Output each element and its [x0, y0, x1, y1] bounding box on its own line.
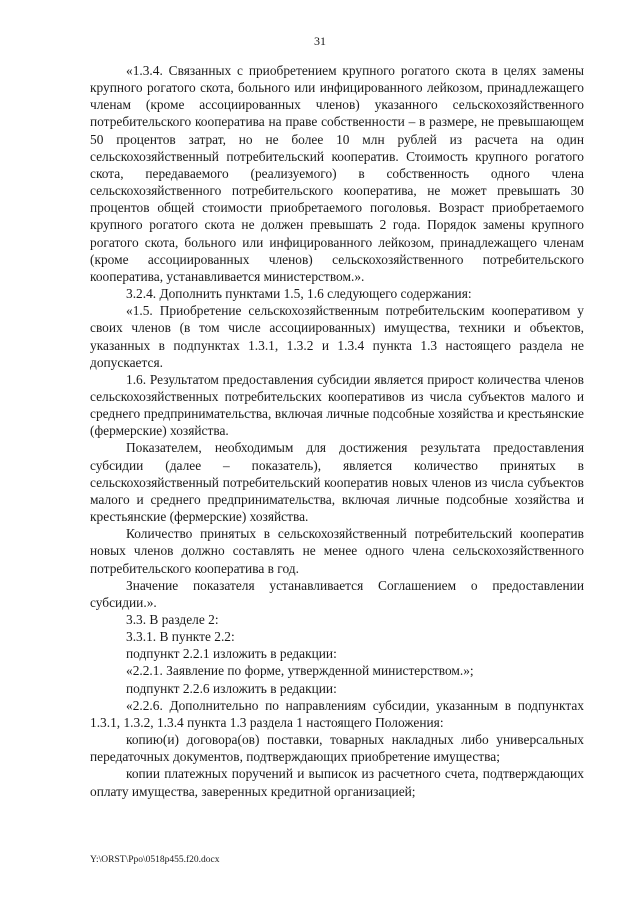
paragraph: 3.3. В разделе 2: — [126, 612, 219, 627]
paragraph: «1.5. Приобретение сельскохозяйственным потребительским кооперативом у своих членов (в том числе ассоциированных) имущества, техники и объектов, указанных в подпунктах 1.3.1, 1.3.2 и 1.3.4 пункта 1.3 настоящего раздела не допускается. — [90, 303, 584, 370]
paragraph: копии платежных поручений и выписок из расчетного счета, подтверждающих оплату имущества, заверенных кредитной организацией; — [90, 766, 584, 799]
file-path-footer: Y:\ORST\Ppo\0518p455.f20.docx — [90, 855, 220, 865]
document-body — [90, 62, 584, 800]
paragraph: копию(и) договора(ов) поставки, товарных накладных либо универсальных передаточных документов, подтверждающих приобретение имущества; — [90, 732, 584, 765]
page-number: 31 — [314, 34, 326, 48]
paragraph: Показателем, необходимым для достижения результата предоставления субсидии (далее – показатель), является количество принятых в сельскохозяйственный потребительский кооператив новых членов из числа субъектов малого и среднего предпринимательства, включая личные подсобные хозяйства и крестьянские (фермерские) хозяйства. — [90, 440, 584, 525]
paragraph: «2.2.6. Дополнительно по направлениям субсидии, указанным в подпунктах 1.3.1, 1.3.2, 1.3.4 пункта 1.3 раздела 1 настоящего Положения: — [90, 697, 584, 730]
paragraph: «2.2.1. Заявление по форме, утвержденной министерством.»; — [126, 663, 474, 679]
paragraph: Значение показателя устанавливается Соглашением о предоставлении субсидии.». — [90, 577, 584, 610]
paragraph: 1.6. Результатом предоставления субсидии является прирост количества членов сельскохозяйственных потребительских кооперативов из числа субъектов малого и среднего предпринимательства, включая личные подсобные хозяйства и крестьянские (фермерские) хозяйства. — [90, 371, 584, 439]
paragraph: подпункт 2.2.6 изложить в редакции: — [126, 680, 337, 696]
paragraph: 3.2.4. Дополнить пунктами 1.5, 1.6 следующего содержания: — [126, 286, 472, 302]
paragraph: подпункт 2.2.1 изложить в редакции: — [126, 646, 337, 662]
paragraph: «1.3.4. Связанных с приобретением крупного рогатого скота в целях замены крупного рогатого скота, больного или инфицированного лейкозом, принадлежащего членам (кроме ассоциированных членов) указанного сельскохозяйственного потребительского кооператива на праве собственности – в размере, не превышающем 50 процентов затрат, но не более 10 млн рублей из расчета на один сельскохозяйственный потребительский кооператив. Стоимость крупного рогатого скота, передаваемого (реализуемого) в собственность одного члена сельскохозяйственного потребительского кооператива, не может превышать 30 процентов общей стоимости приобретаемого поголовья. Возраст приобретаемого крупного рогатого скота не должен превышать 2 года. Порядок замены крупного рогатого скота, больного или инфицированного лейкозом, принадлежащего членам (кроме ассоциированных членов) сельскохозяйственного потребительского кооператива, устанавливается министерством.». — [90, 63, 584, 284]
paragraph: Количество принятых в сельскохозяйственный потребительский кооператив новых членов должно составлять не менее одного члена сельскохозяйственного потребительского кооператива в год. — [90, 526, 584, 576]
paragraph: 3.3.1. В пункте 2.2: — [126, 629, 235, 645]
